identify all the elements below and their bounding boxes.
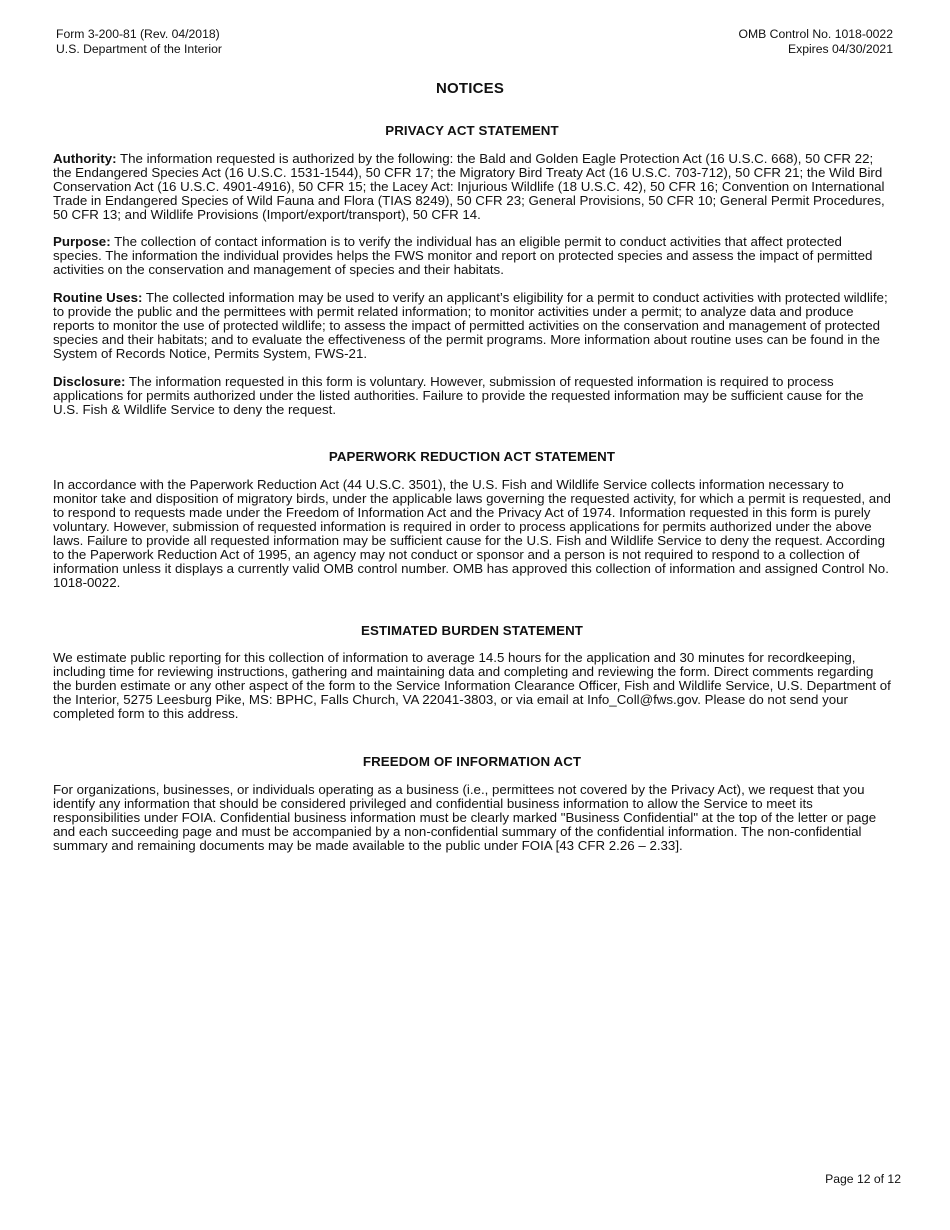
disclosure-label: Disclosure: [53, 373, 126, 389]
department-name: U.S. Department of the Interior [56, 41, 222, 56]
privacy-act-heading: PRIVACY ACT STATEMENT [385, 123, 559, 138]
burden-statement-section [53, 624, 891, 721]
foia-text: For organizations, businesses, or individuals operating as a business (i.e., permittees not covered by the Privacy Act), we request that you identify any information that should be considered privileged and confidential business information to allow the Service to meet its responsibilities under FOIA. Confidential business information must be clearly marked "Business Confidential" at the top of the letter or page and each succeeding page and must be accompanied by a non-confidential summary of the confidential information. The non-confidential summary and remaining documents may be made available to the public under FOIA [43 CFR 2.26 – 2.33]. [53, 781, 877, 853]
purpose-label: Purpose: [53, 234, 111, 250]
authority-text: The information requested is authorized by the following: the Bald and Golden Eagle Protection Act (16 U.S.C. 668), 50 CFR 22; the Endangered Species Act (16 U.S.C. 1531-1544), 50 CFR 17; the Migratory Bird Treaty Act (16 U.S.C. 703-712), 50 CFR 21; the Wild Bird Conservation Act (16 U.S.C. 4901-4916), 50 CFR 15; the Lacey Act: Injurious Wildlife (18 U.S.C. 42), 50 CFR 16; Convention on International Trade in Endangered Species of Wild Fauna and Flora (TIAS 8249), 50 CFR 23; General Provisions, 50 CFR 10; General Permit Procedures, 50 CFR 13; and Wildlife Provisions (Import/export/transport), 50 CFR 14. [53, 150, 885, 222]
expiration-date: Expires 04/30/2021 [787, 41, 893, 56]
foia-section [53, 755, 891, 852]
paperwork-reduction-text: In accordance with the Paperwork Reduction Act (44 U.S.C. 3501), the U.S. Fish and Wildlife Service collects information necessary to monitor take and disposition of migratory birds, under the applicable laws governing the requested activity, for which a permit is requested, and to respond to requests made under the Freedom of Information Act and the Privacy Act of 1974. Information requested in this form is purely voluntary. However, submission of requested information is required in order to process applications for permits authorized under the above laws. Failure to provide all requested information may be sufficient cause for the U.S. Fish and Wildlife Service to deny the request. According to the Paperwork Reduction Act of 1995, an agency may not conduct or sponsor and a person is not required to respond to a collection of information unless it displays a currently valid OMB control number. OMB has approved this collection of information and assigned Control No. 1018-0022. [53, 477, 891, 590]
header-left [56, 27, 222, 56]
purpose-text: The collection of contact information is to verify the individual has an eligible permit to conduct activities that affect protected species. The information the individual provides helps the FWS monitor and report on protected species and assess the impact of permitted activities on the conservation and management of species and their habitats. [53, 234, 873, 278]
foia-heading: FREEDOM OF INFORMATION ACT [362, 754, 582, 769]
page-title: NOTICES [435, 80, 505, 97]
notices-content [53, 124, 891, 866]
authority-label: Authority: [53, 150, 117, 166]
paperwork-reduction-section [53, 450, 891, 589]
burden-statement-heading: ESTIMATED BURDEN STATEMENT [361, 622, 583, 638]
section-spacer [53, 604, 891, 624]
form-number: Form 3-200-81 (Rev. 04/2018) [56, 27, 220, 41]
purpose-paragraph [53, 235, 891, 277]
page-number: Page 12 of 12 [825, 1172, 901, 1186]
privacy-act-section [53, 124, 891, 416]
paperwork-reduction-heading: PAPERWORK REDUCTION ACT STATEMENT [328, 449, 616, 465]
header-right [739, 27, 893, 56]
section-spacer [53, 735, 891, 755]
authority-paragraph [53, 152, 891, 222]
burden-statement-text: We estimate public reporting for this collection of information to average 14.5 hours for the application and 30 minutes for recordkeeping, including time for reviewing instructions, gathering and maintaining data and completing and reviewing the form. Direct comments regarding the burden estimate or any other aspect of the form to the Service Information Clearance Officer, Fish and Wildlife Service, U.S. Department of the Interior, 5275 Leesburg Pike, MS: BPHC, Falls Church, VA 22041-3803, or via email at Info_Coll@fws.gov. Please do not send your completed form to this address. [53, 650, 891, 722]
routine-uses-text: The collected information may be used to verify an applicant’s eligibility for a permit to conduct activities with protected wildlife; to provide the public and the permittees with permit related information; to monitor activities under a permit; to analyze data and produce reports to monitor the use of protected wildlife; to assess the impact of permitted activities on the conservation and management of protected species and their habitats; and to evaluate the effectiveness of the permit programs. More information about routine uses can be found in the System of Records Notice, Permits System, FWS-21. [53, 290, 888, 361]
routine-uses-paragraph [53, 291, 891, 361]
routine-uses-label: Routine Uses: [53, 290, 143, 306]
section-spacer [53, 430, 891, 450]
disclosure-text: The information requested in this form is voluntary. However, submission of requested information is required to process applications for permits authorized under the listed authorities. Failure to provide the requested information may be sufficient cause for the U.S. Fish & Wildlife Service to deny the request. [53, 373, 864, 417]
omb-control-number: OMB Control No. 1018-0022 [738, 27, 893, 41]
disclosure-paragraph [53, 375, 891, 417]
